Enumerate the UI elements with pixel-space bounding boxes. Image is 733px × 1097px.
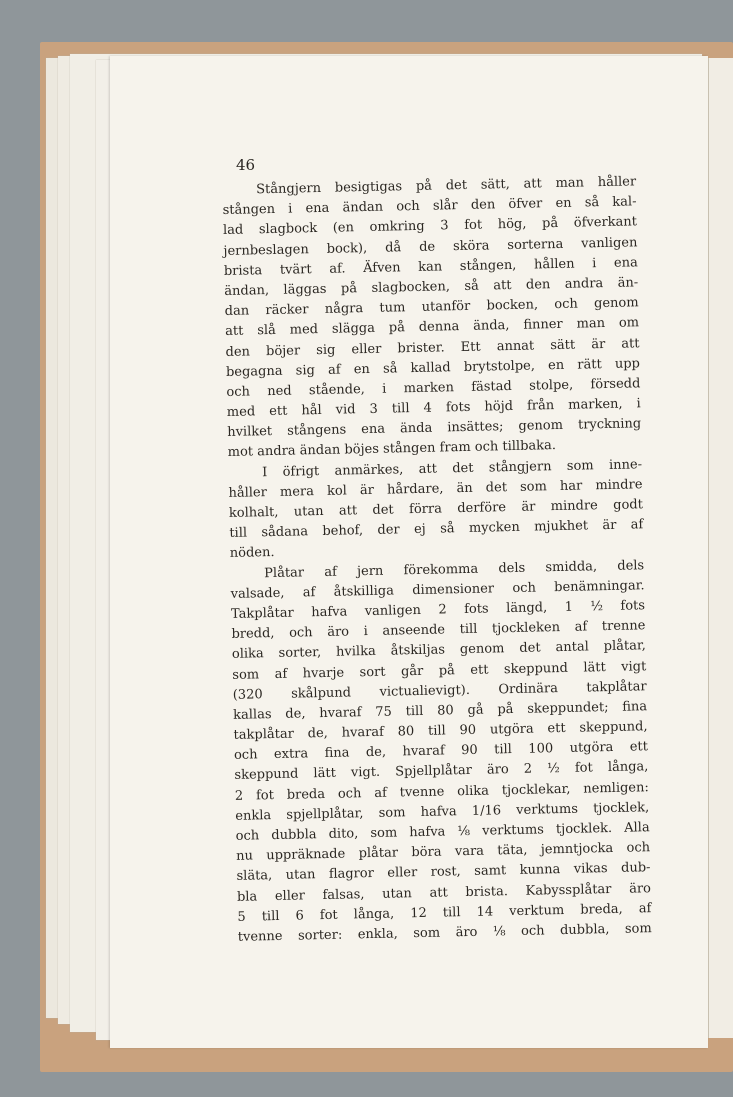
text-line: släta, utan flagror eller rost, samt kunna vikas dub- bbox=[236, 860, 651, 885]
facing-page-edge bbox=[708, 58, 733, 1038]
text-line: brista tvärt af. Äfven kan stången, hållen i ena bbox=[223, 255, 638, 279]
text-line: och extra fina de, hvaraf 90 till 100 utgöra ett bbox=[233, 739, 649, 764]
text-line: stången i ena ändan och slår den öfver en så kal- bbox=[222, 194, 637, 219]
text-line: den böjer sig eller brister. Ett annat sätt är att bbox=[225, 335, 640, 360]
text-line: begagna sig af en så kallad brytstolpe, en rätt upp bbox=[225, 355, 641, 380]
text-line: och ned stående, i marken fästad stolpe, försedd bbox=[226, 376, 641, 400]
text-line: till sådana behof, der ej så mycken mjukhet är af bbox=[229, 517, 644, 542]
text-line: jernbeslagen bock), då de sköra sorterna vanligen bbox=[223, 234, 638, 259]
text-line: hvilket stångens ena ända insättes; genom tryckning bbox=[227, 416, 642, 441]
page-number: 46 bbox=[236, 156, 256, 174]
text-line: I öfrigt anmärkes, att det stångjern som inne- bbox=[261, 456, 643, 480]
text-line: bredd, och äro i anseende till tjockleken af trenne bbox=[231, 618, 646, 643]
text-line: 5 till 6 fot långa, 12 till 14 verktum breda, af bbox=[237, 900, 652, 925]
text-line: valsade, af åtskilliga dimensioner och benämningar. bbox=[230, 577, 645, 602]
text-line: mot andra ändan böjes stången fram och tillbaka. bbox=[227, 438, 557, 461]
text-line: enkla spjellplåtar, som hafva 1/16 verktums tjocklek, bbox=[235, 800, 650, 824]
text-line: ändan, läggas på slagbocken, så att den andra än- bbox=[224, 275, 639, 299]
text-line: bla eller falsas, utan att brista. Kabyssplåtar äro bbox=[236, 880, 652, 905]
text-line: nu uppräknade plåtar böra vara täta, jemntjocka och bbox=[235, 840, 651, 865]
text-line: Stångjern besigtigas på det sätt, att man håller bbox=[256, 174, 637, 198]
text-line: tvenne sorter: enkla, som äro ⅛ och dubbla, som bbox=[237, 921, 652, 945]
text-line: takplåtar de, hvaraf 80 till 90 utgöra ett skeppund, bbox=[233, 719, 648, 743]
text-line: och dubbla dito, som hafva ⅛ verktums tjocklek. Alla bbox=[235, 820, 650, 844]
text-line: nöden. bbox=[229, 545, 275, 562]
text-line: dan räcker några tum utanför bocken, och genom bbox=[224, 295, 639, 320]
text-line: kolhalt, utan att det förra derföre är mindre godt bbox=[228, 497, 644, 521]
text-line: med ett hål vid 3 till 4 fots höjd från marken, i bbox=[226, 396, 641, 421]
text-line: som af hvarje sort går på ett skeppund lätt vigt bbox=[232, 658, 647, 683]
text-line: lad slagbock (en omkring 3 fot hög, på öfverkant bbox=[222, 214, 638, 239]
text-line: (320 skålpund victualievigt). Ordinära takplåtar bbox=[232, 678, 647, 703]
text-line: olika sorter, hvilka åtskiljas genom det antal plåtar, bbox=[231, 638, 646, 663]
text-line: 2 fot breda och af tvenne olika tjocklekar, nemligen: bbox=[234, 779, 649, 804]
text-line: Plåtar af jern förekomma dels smidda, dels bbox=[264, 557, 645, 581]
text-line: skeppund lätt vigt. Spjellplåtar äro 2 ½ fot långa, bbox=[234, 759, 649, 784]
text-line: att slå med slägga på denna ända, finner man om bbox=[225, 315, 640, 340]
text-line: håller mera kol är hårdare, än det som har mindre bbox=[228, 477, 643, 501]
body-text bbox=[222, 172, 652, 948]
text-line: Takplåtar hafva vanligen 2 fots längd, 1 ½ fots bbox=[230, 598, 646, 622]
text-line: kallas de, hvaraf 75 till 80 gå på skeppundet; fina bbox=[233, 699, 648, 723]
